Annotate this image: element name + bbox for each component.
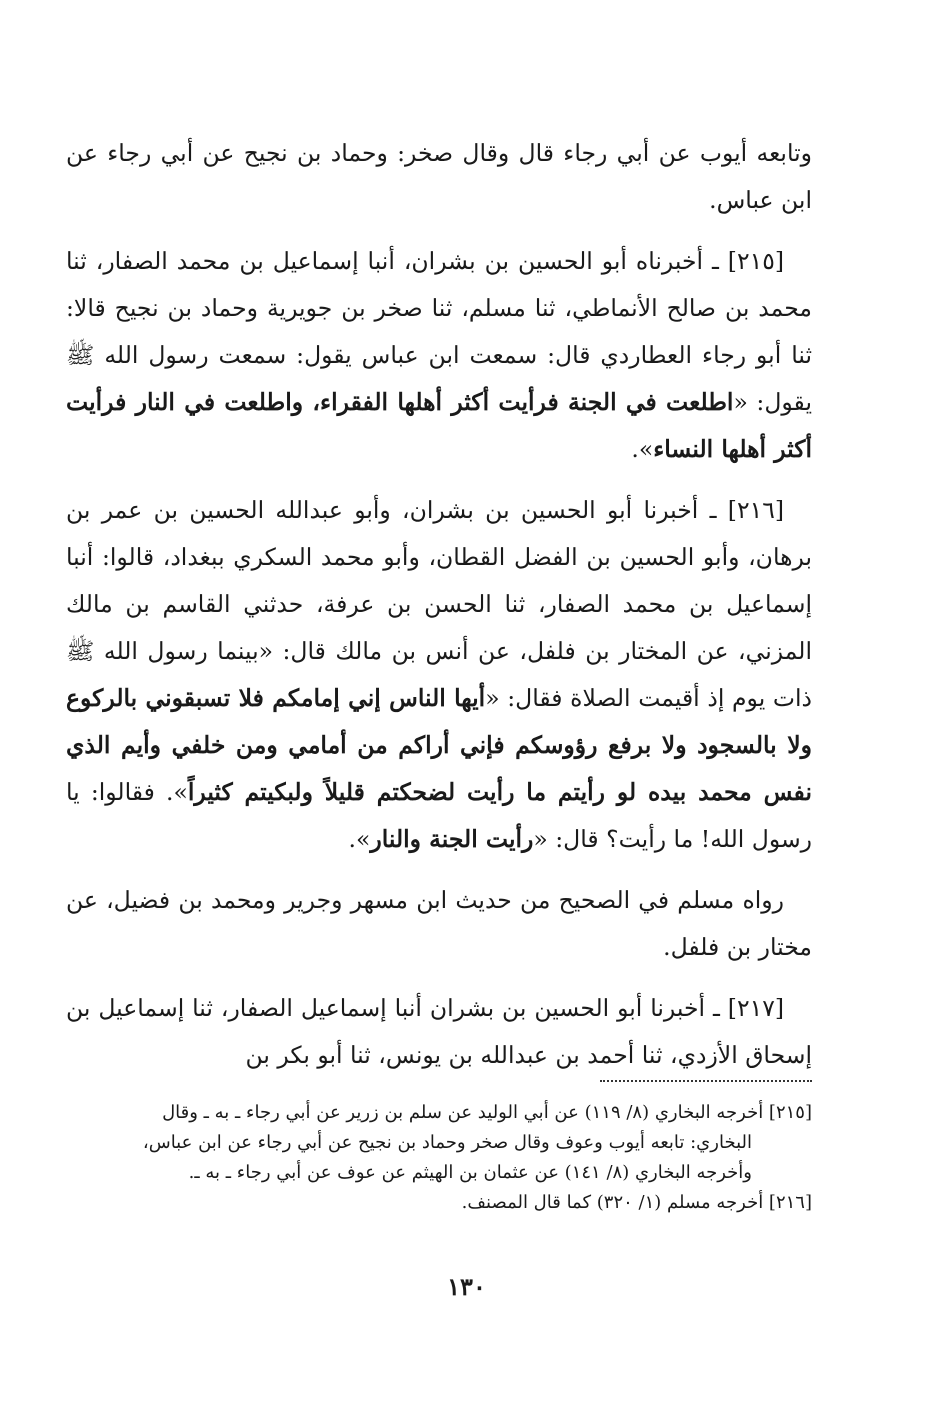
narration-text: وتابعه أيوب عن أبي رجاء قال وقال صخر: وحماد بن نجيح عن أبي رجاء عن ابن عباس. (66, 139, 812, 214)
narration-text: رواه مسلم في الصحيح من حديث ابن مسهر وجرير ومحمد بن فضيل، عن مختار بن فلفل. (66, 886, 812, 961)
footnote-separator (600, 1080, 812, 1082)
main-text (66, 130, 812, 1093)
paragraph-p217 (66, 985, 812, 1079)
paragraph-p215 (66, 238, 812, 473)
hadith-text: اطلعت في الجنة فرأيت أكثر أهلها الفقراء، واطلعت في النار فرأيت أكثر أهلها النساء (66, 388, 812, 463)
footnote-215-line-3: وأخرجه البخاري (٨/ ١٤١) عن عثمان بن الهيثم عن عوف عن أبي رجاء ـ به ـ. (188, 1162, 752, 1183)
footnote-215-line-1: [٢١٥] أخرجه البخاري (٨/ ١١٩) عن أبي الوليد عن سلم بن زرير عن أبي رجاء ـ به ـ وقال (162, 1102, 812, 1123)
paragraph-p0 (66, 130, 812, 224)
hadith-text: أيها الناس إني إمامكم فلا تسبقوني بالركوع ولا بالسجود ولا برفع رؤوسكم فإني أراكم من أمامي ومن خلفي وأيم الذي نفس محمد بيده لو رأيتم ما رأيت لضحكتم قليلاً ولبكيتم كثيراً (66, 684, 812, 806)
paragraph-p216 (66, 487, 812, 863)
narration-text: [٢١٦] ـ أخبرنا أبو الحسين بن بشران، وأبو عبدالله الحسين بن عمر بن برهان، وأبو الحسين بن الفضل القطان، وأبو محمد السكري ببغداد، قالوا: أنبا إسماعيل بن محمد الصفار، ثنا الحسن بن عرفة، حدثني القاسم بن مالك المزني، عن المختار بن فلفل، عن أنس بن مالك قال: «بينما رسول الله ﷺ ذات يوم إذ أقيمت الصلاة فقال: « (66, 496, 812, 712)
footnote-216: [٢١٦] أخرجه مسلم (١/ ٣٢٠) كما قال المصنف. (461, 1192, 812, 1213)
footnote-215-line-2: البخاري: تابعه أيوب وعوف وقال صخر وحماد بن نجيح عن أبي رجاء عن ابن عباس، (142, 1132, 752, 1153)
narration-text: ». (631, 435, 654, 463)
footnotes (66, 1098, 812, 1218)
narration-text: [٢١٥] ـ أخبرناه أبو الحسين بن بشران، أنبا إسماعيل بن محمد الصفار، ثنا محمد بن صالح الأنماطي، ثنا مسلم، ثنا صخر بن جويرية وحماد بن نجيح قالا: ثنا أبو رجاء العطاردي قال: سمعت ابن عباس يقول: سمعت رسول الله ﷺ يقول: « (66, 247, 812, 416)
hadith-text: رأيت الجنة والنار (370, 825, 534, 853)
page-number: ١٣٠ (447, 1272, 486, 1301)
paragraph-p216b (66, 877, 812, 971)
narration-text: ». فقالوا: يا رسول الله! ما رأيت؟ قال: « (66, 778, 812, 853)
narration-text: [٢١٧] ـ أخبرنا أبو الحسين بن بشران أنبا إسماعيل الصفار، ثنا إسماعيل بن إسحاق الأزدي، ثنا أحمد بن عبدالله بن يونس، ثنا أبو بكر بن (66, 994, 812, 1069)
narration-text: ». (348, 825, 371, 853)
